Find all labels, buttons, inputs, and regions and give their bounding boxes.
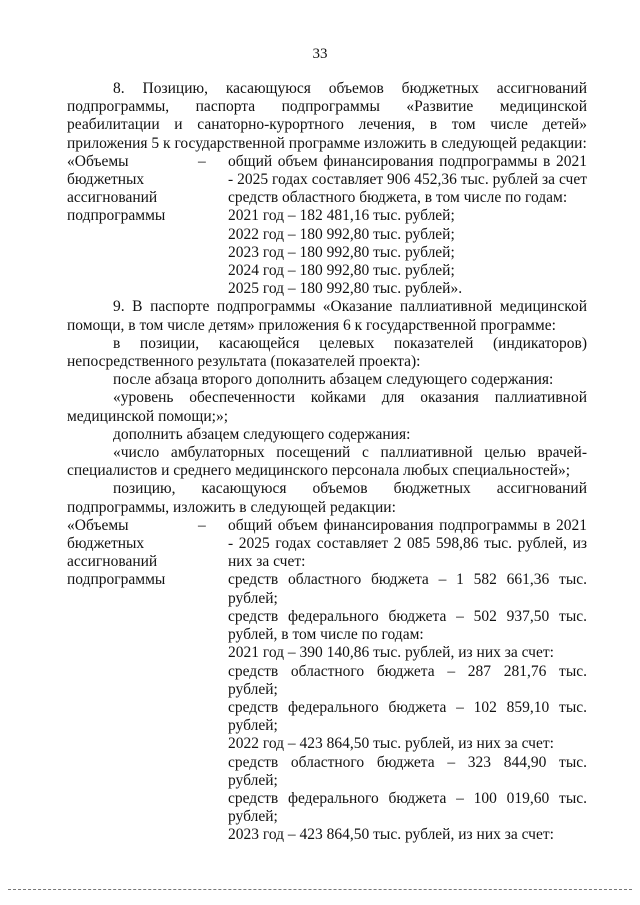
label-line: подпрограммы xyxy=(67,571,166,589)
value-line: средств федерального бюджета – 100 019,60 тыс. рублей; xyxy=(228,789,587,826)
paragraph: после абзаца второго дополнить абзацем следующего содержания: xyxy=(113,371,554,389)
value-line: 2024 год – 180 992,80 тыс. рублей; xyxy=(228,262,455,280)
budget-table-2 xyxy=(67,517,587,845)
paragraph: позицию, касающуюся объемов бюджетных ассигнований подпрограммы, изложить в следующей редакции: xyxy=(67,480,587,516)
budget-table-1 xyxy=(67,153,587,299)
value-line: средств федерального бюджета – 502 937,50 тыс. рублей, в том числе по годам: xyxy=(228,607,587,644)
value-line: 2023 год – 423 864,50 тыс. рублей, из них за счет: xyxy=(228,826,554,844)
value-line: 2023 год – 180 992,80 тыс. рублей; xyxy=(228,243,455,261)
paragraph: «число амбулаторных посещений с паллиативной целью врачей-специалистов и среднего медицинского персонала любых специальностей»; xyxy=(67,444,587,480)
budget-table-1-label xyxy=(67,153,198,299)
paragraph: «уровень обеспеченности койками для оказания паллиативной медицинской помощи;»; xyxy=(67,389,587,425)
page-bottom-divider xyxy=(8,889,632,890)
budget-table-2-dash: – xyxy=(198,516,206,534)
label-line: подпрограммы xyxy=(67,207,166,225)
label-line: бюджетных xyxy=(67,535,145,553)
label-line: ассигнований xyxy=(67,189,158,207)
label-line: бюджетных xyxy=(67,171,145,189)
paragraph-item-9: 9. В паспорте подпрограммы «Оказание паллиативной медицинской помощи, в том числе детям» приложения 6 к государственной программе: xyxy=(67,298,587,334)
paragraph: дополнить абзацем следующего содержания: xyxy=(113,425,411,443)
value-line: общий объем финансирования подпрограммы в 2021 - 2025 годах составляет 906 452,36 тыс. рублей за счет средств областного бюджета, в том числе по годам: xyxy=(228,152,587,207)
label-line: ассигнований xyxy=(67,553,158,571)
budget-table-2-label xyxy=(67,517,198,845)
value-line: 2025 год – 180 992,80 тыс. рублей». xyxy=(228,280,463,298)
value-line: 2022 год – 180 992,80 тыс. рублей; xyxy=(228,225,455,243)
value-line: 2021 год – 182 481,16 тыс. рублей; xyxy=(228,207,455,225)
value-line: 2022 год – 423 864,50 тыс. рублей, из них за счет: xyxy=(228,735,554,753)
value-line: 2021 год – 390 140,86 тыс. рублей, из них за счет: xyxy=(228,644,554,662)
value-line: средств областного бюджета – 323 844,90 тыс. рублей; xyxy=(228,753,587,789)
value-line: общий объем финансирования подпрограммы в 2021 - 2025 годах составляет 2 085 598,86 тыс. рублей, из них за счет: xyxy=(228,516,587,571)
paragraph-item-8: 8. Позицию, касающуюся объемов бюджетных ассигнований подпрограммы, паспорта подпрограммы «Развитие медицинской реабилитации и санаторно-курортного лечения, в том числе детей» приложения 5 к государственной программе изложить в следующей редакции: xyxy=(67,80,587,152)
value-line: средств федерального бюджета – 102 859,10 тыс. рублей; xyxy=(228,698,587,735)
budget-table-2-value xyxy=(228,517,587,845)
value-line: средств областного бюджета – 1 582 661,36 тыс. рублей; xyxy=(228,571,587,607)
value-line: средств областного бюджета – 287 281,76 тыс. рублей; xyxy=(228,662,587,698)
page-number: 33 xyxy=(312,46,328,62)
budget-table-1-dash: – xyxy=(198,152,206,170)
label-line: «Объемы xyxy=(67,152,129,170)
document-body xyxy=(67,80,587,845)
paragraph: в позиции, касающейся целевых показателей (индикаторов) непосредственного результата (показателей проекта): xyxy=(67,334,587,371)
budget-table-1-value xyxy=(228,153,587,299)
label-line: «Объемы xyxy=(67,516,129,534)
